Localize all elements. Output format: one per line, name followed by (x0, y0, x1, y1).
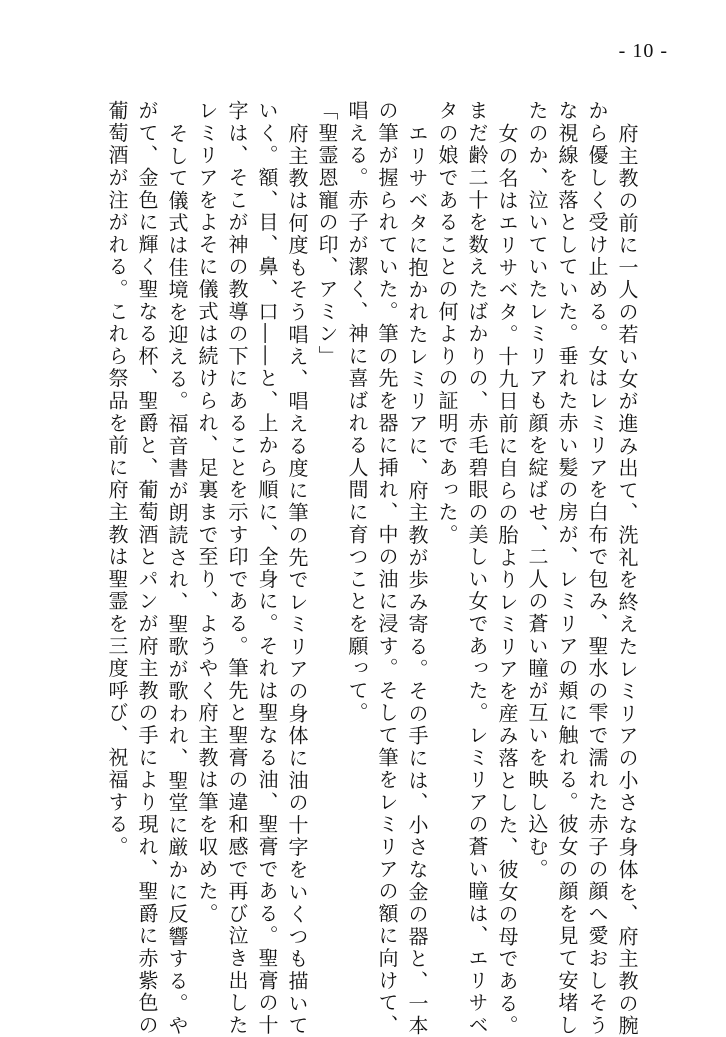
vertical-text-body (100, 100, 640, 1037)
text-column: から優しく受け止める。女はレミリアを白布で包み、聖水の雫で濡れた赤子の顔へ愛おしそう (585, 100, 609, 1037)
text-column: 唱える。赤子が潔く、神に喜ばれる人間に育つことを願って。 (345, 100, 369, 725)
text-column: 府主教の前に一人の若い女が進み出て、洗礼を終えたレミリアの小さな身体を、府主教の腕 (615, 123, 639, 1037)
text-column: 女の名はエリサベタ。十九日前に自らの胎よりレミリアを産み落とした、彼女の母である。 (495, 123, 519, 1037)
text-column: まだ齢二十を数えたばかりの、赤毛碧眼の美しい女であった。レミリアの蒼い瞳は、エリサベ (465, 100, 489, 1037)
text-column: 府主教は何度もそう唱え、唱える度に筆の先でレミリアの身体に油の十字をいくつも描いて (285, 123, 309, 1037)
text-column: タの娘であることの何よりの証明であった。 (435, 100, 459, 546)
text-column: 葡萄酒が注がれる。これら祭品を前に府主教は聖霊を三度呼び、祝福する。 (105, 100, 129, 859)
text-column: がて、金色に輝く聖なる杯、聖爵と、葡萄酒とパンが府主教の手により現れ、聖爵に赤紫色の (135, 100, 159, 1037)
text-column: たのか、泣いていたレミリアも顔を綻ばせ、二人の蒼い瞳が互いを映し込む。 (525, 100, 549, 881)
text-column: の筆が握られていた。筆の先を器に挿れ、中の油に浸す。そして筆をレミリアの額に向けて、 (375, 100, 399, 1037)
text-column: レミリアをよそに儀式は続けられ、足裏まで至り、ようやく府主教は筆を収めた。 (195, 100, 219, 926)
text-column: エリサベタに抱かれたレミリアに、府主教が歩み寄る。その手には、小さな金の器と、一本 (405, 123, 429, 1037)
text-column: 字は、そこが神の教導の下にあることを示す印である。筆先と聖膏の違和感で再び泣き出した (225, 100, 249, 1037)
text-column: 「聖霊恩寵の印、アミン」 (315, 100, 339, 368)
page-number: - 10 - (618, 40, 668, 62)
text-column: いく。額、目、鼻、口――と、上から順に、全身に。それは聖なる油、聖膏である。聖膏の十 (255, 100, 279, 1037)
text-column: そして儀式は佳境を迎える。福音書が朗読され、聖歌が歌われ、聖堂に厳かに反響する。や (165, 123, 189, 1037)
text-column: な視線を落としていた。垂れた赤い髪の房が、レミリアの頬に触れる。彼女の顔を見て安堵し (555, 100, 579, 1037)
